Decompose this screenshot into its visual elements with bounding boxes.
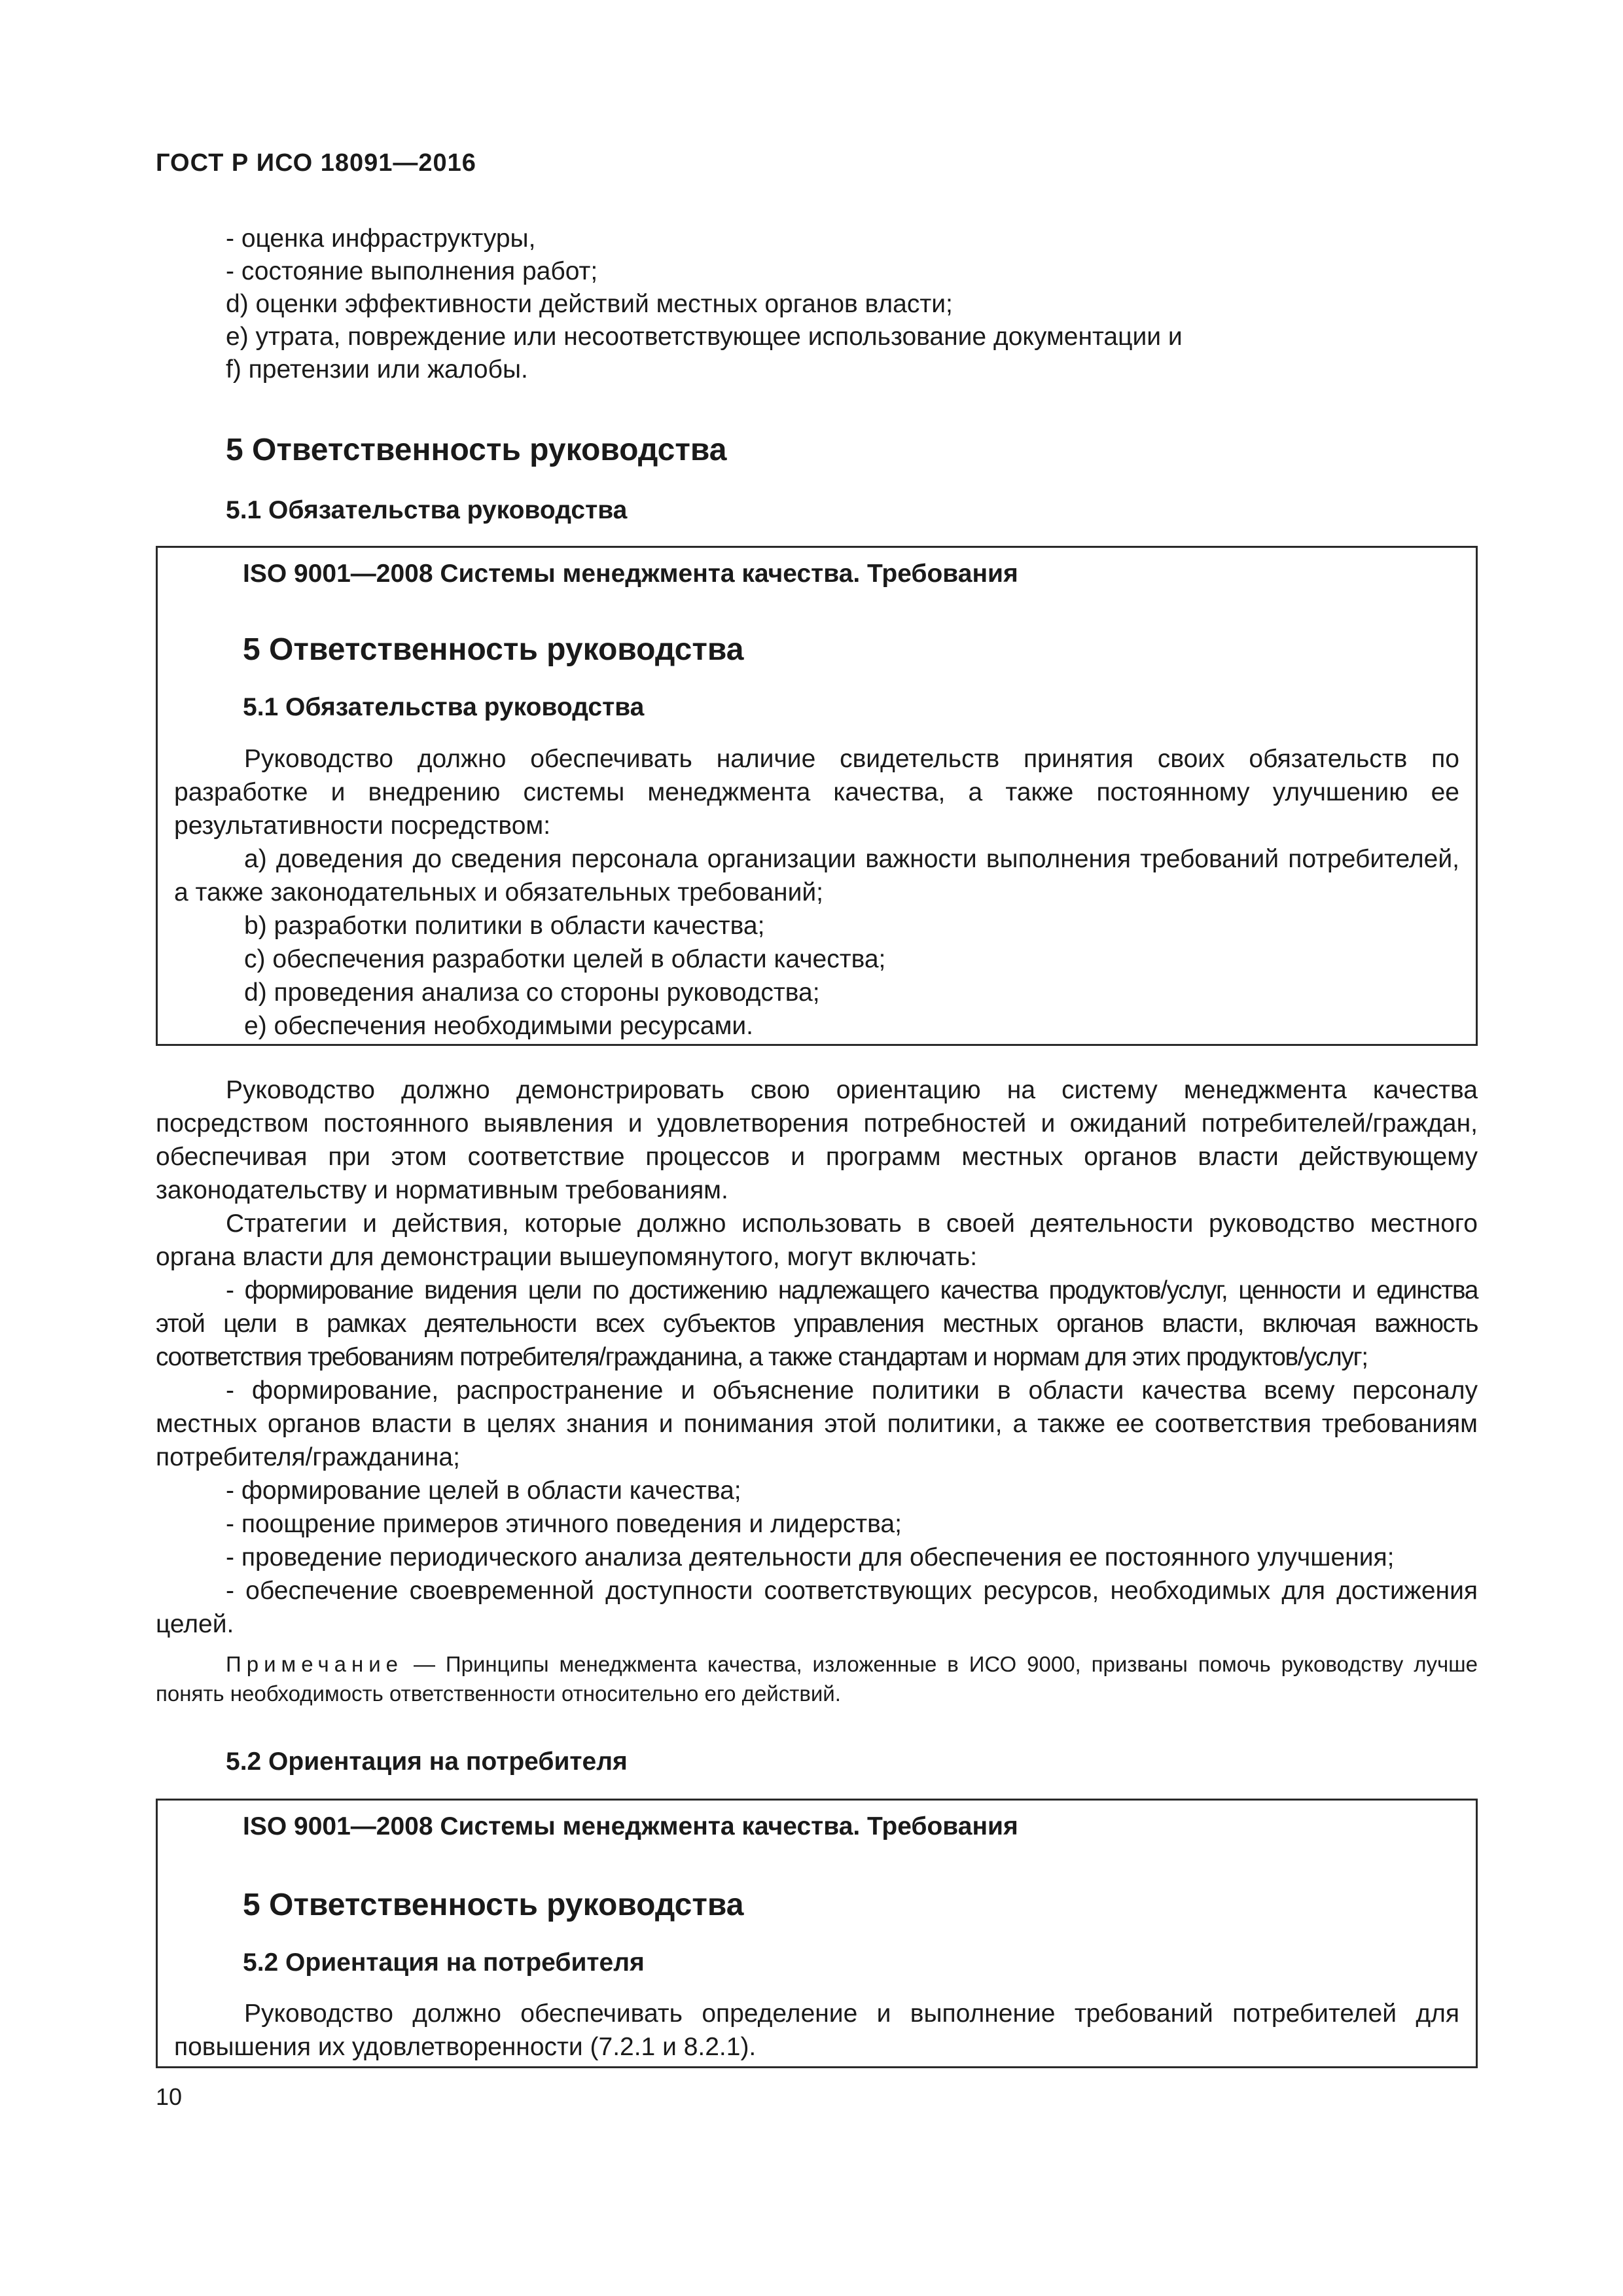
quote-list-item: d) проведения анализа со стороны руководства;: [244, 978, 820, 1007]
body-list-item: - формирование, распространение и объяснение политики в области качества всему персоналу местных органов власти в целях знания и понимания этой политики, а также ее соответствия требованиям потребителя/гражданина;: [156, 1376, 1478, 1471]
quote-paragraph: Руководство должно обеспечивать определение и выполнение требований потребителей для повышения их удовлетворенности (7.2.1 и 8.2.1).: [174, 2000, 1459, 2061]
iso-quote-box-2: [156, 1799, 1478, 2068]
list-item: - оценка инфраструктуры,: [226, 224, 536, 253]
quote-section-title: 5 Ответственность руководства: [243, 632, 744, 667]
page-number: 10: [156, 2083, 183, 2110]
body-list-item: - поощрение примеров этичного поведения и лидерства;: [226, 1510, 902, 1538]
quote-subsection-title: 5.2 Ориентация на потребителя: [243, 1948, 645, 1977]
list-item: e) утрата, повреждение или несоответствующее использование документации и: [226, 323, 1183, 351]
body-list-item: - проведение периодического анализа деятельности для обеспечения ее постоянного улучшения;: [226, 1543, 1395, 1571]
quote-list-item: b) разработки политики в области качества;: [244, 912, 765, 940]
list-item: f) претензии или жалобы.: [226, 355, 528, 384]
quote-list-item: c) обеспечения разработки целей в области качества;: [244, 945, 886, 973]
quote-subsection-title: 5.1 Обязательства руководства: [243, 693, 645, 721]
note: [156, 1649, 1478, 1708]
quote-paragraph: Руководство должно обеспечивать наличие свидетельств принятия своих обязательств по разработке и внедрению системы менеджмента качества, а также постоянному улучшению ее результативности посредством:: [174, 745, 1459, 840]
quote-body: [174, 1997, 1459, 2064]
body-paragraph: Руководство должно демонстрировать свою ориентацию на систему менеджмента качества посредством постоянного выявления и удовлетворения потребностей и ожиданий потребителей/граждан, обеспечивая при этом соответствие процессов и программ местных органов власти действующему законодательству и нормативным требованиям.: [156, 1076, 1478, 1204]
subsection-title: 5.1 Обязательства руководства: [226, 496, 628, 524]
quote-body: [174, 742, 1459, 1043]
subsection-title: 5.2 Ориентация на потребителя: [226, 1748, 628, 1776]
body-list-item: - обеспечение своевременной доступности соответствующих ресурсов, необходимых для достижения целей.: [156, 1577, 1478, 1638]
list-item: - состояние выполнения работ;: [226, 257, 598, 285]
quote-list-item: a) доведения до сведения персонала организации важности выполнения требований потребителей, а также законодательных и обязательных требований;: [174, 845, 1459, 906]
note-label: Примечание: [226, 1652, 404, 1676]
list-item: d) оценки эффективности действий местных органов власти;: [226, 290, 953, 318]
document-header: ГОСТ Р ИСО 18091—2016: [156, 149, 476, 177]
quote-source: ISO 9001—2008 Системы менеджмента качества. Требования: [243, 560, 1018, 588]
note-text: — Принципы менеджмента качества, изложенные в ИСО 9000, призваны помочь руководству лучше понять необходимость ответственности относительно его действий.: [156, 1652, 1478, 1706]
body-list-item: - формирование целей в области качества;: [226, 1477, 741, 1505]
body-list-item: - формирование видения цели по достижению надлежащего качества продуктов/услуг, ценности и единства этой цели в рамках деятельности всех субъектов управления местных органов власти, включая важность соответствия требованиям потребителя/гражданина, а также стандартам и нормам для этих продуктов/услуг;: [156, 1276, 1478, 1371]
section-body: [156, 1073, 1478, 1641]
quote-source: ISO 9001—2008 Системы менеджмента качества. Требования: [243, 1812, 1018, 1840]
body-paragraph: Стратегии и действия, которые должно использовать в своей деятельности руководство местного органа власти для демонстрации вышеупомянутого, могут включать:: [156, 1210, 1478, 1271]
iso-quote-box-1: [156, 546, 1478, 1046]
quote-list-item: e) обеспечения необходимыми ресурсами.: [244, 1012, 754, 1040]
continued-list: [226, 223, 1183, 386]
section-title: 5 Ответственность руководства: [226, 433, 727, 467]
quote-section-title: 5 Ответственность руководства: [243, 1888, 744, 1922]
